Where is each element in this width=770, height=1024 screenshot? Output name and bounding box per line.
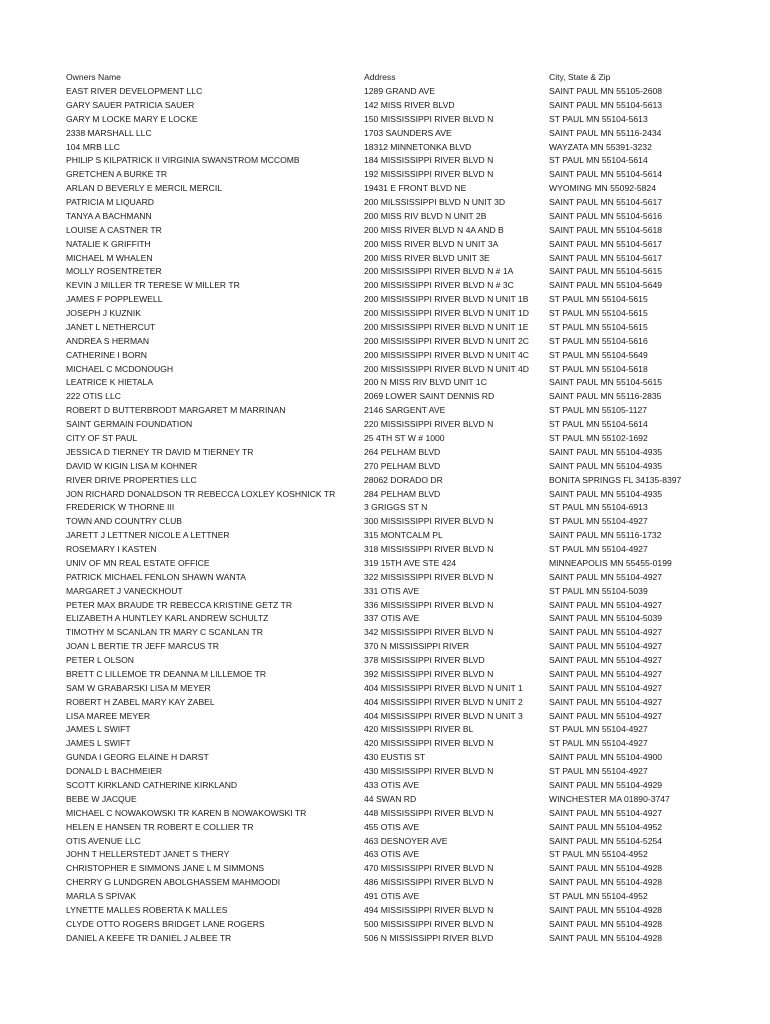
city-state-zip-cell: SAINT PAUL MN 55104-4935 xyxy=(549,460,663,471)
address-cell: 463 OTIS AVE xyxy=(364,849,420,860)
owner-name-cell: ROBERT H ZABEL MARY KAY ZABEL xyxy=(66,696,215,707)
address-cell: 200 MISSISSIPPI RIVER BLVD N UNIT 4C xyxy=(364,349,529,360)
table-row xyxy=(0,306,770,320)
table-row xyxy=(0,514,770,528)
table-row xyxy=(0,417,770,431)
owner-name-cell: BEBE W JACQUE xyxy=(66,793,137,804)
owner-name-cell: DANIEL A KEEFE TR DANIEL J ALBEE TR xyxy=(66,932,232,943)
table-row xyxy=(0,806,770,820)
city-state-zip-cell: ST PAUL MN 55104-5614 xyxy=(549,155,648,166)
owner-name-cell: JESSICA D TIERNEY TR DAVID M TIERNEY TR xyxy=(66,446,254,457)
owner-name-cell: JON RICHARD DONALDSON TR REBECCA LOXLEY KOSHNICK TR xyxy=(66,488,336,499)
city-state-zip-cell: SAINT PAUL MN 55104-4927 xyxy=(549,655,663,666)
owner-name-cell: 222 OTIS LLC xyxy=(66,391,121,402)
address-cell: 200 MISS RIVER BLVD N 4A AND B xyxy=(364,224,504,235)
address-cell: 270 PELHAM BLVD xyxy=(364,460,441,471)
owner-name-cell: NATALIE K GRIFFITH xyxy=(66,238,151,249)
city-state-zip-cell: SAINT PAUL MN 55104-4928 xyxy=(549,932,663,943)
city-state-zip-cell: SAINT PAUL MN 55104-4900 xyxy=(549,752,663,763)
address-cell: 491 OTIS AVE xyxy=(364,891,420,902)
table-row xyxy=(0,598,770,612)
table-row xyxy=(0,542,770,556)
city-state-zip-cell: SAINT PAUL MN 55116-1732 xyxy=(549,530,662,541)
owner-name-cell: ELIZABETH A HUNTLEY KARL ANDREW SCHULTZ xyxy=(66,613,269,624)
owner-name-cell: JAMES L SWIFT xyxy=(66,738,131,749)
address-cell: 200 MISSISSIPPI RIVER BLVD N # 1A xyxy=(364,266,514,277)
owner-name-cell: TANYA A BACHMANN xyxy=(66,210,152,221)
table-row xyxy=(0,875,770,889)
table-row xyxy=(0,847,770,861)
address-cell: 331 OTIS AVE xyxy=(364,585,420,596)
table-row xyxy=(0,792,770,806)
owner-name-cell: PATRICIA M LIQUARD xyxy=(66,197,155,208)
owner-name-cell: GARY M LOCKE MARY E LOCKE xyxy=(66,113,198,124)
table-row xyxy=(0,473,770,487)
address-cell: 284 PELHAM BLVD xyxy=(364,488,441,499)
table-row xyxy=(0,500,770,514)
address-cell: 184 MISSISSIPPI RIVER BLVD N xyxy=(364,155,494,166)
address-cell: 200 MISSISSIPPI RIVER BLVD N UNIT 1E xyxy=(364,321,529,332)
column-header-row xyxy=(0,70,770,84)
table-row xyxy=(0,153,770,167)
table-row xyxy=(0,348,770,362)
table-row xyxy=(0,292,770,306)
address-cell: 150 MISSISSIPPI RIVER BLVD N xyxy=(364,113,494,124)
owner-name-cell: 104 MRB LLC xyxy=(66,141,120,152)
table-row xyxy=(0,820,770,834)
address-cell: 192 MISSISSIPPI RIVER BLVD N xyxy=(364,169,494,180)
table-row xyxy=(0,639,770,653)
address-cell: 18312 MINNETONKA BLVD xyxy=(364,141,472,152)
city-state-zip-cell: ST PAUL MN 55104-5613 xyxy=(549,113,648,124)
address-cell: 494 MISSISSIPPI RIVER BLVD N xyxy=(364,904,494,915)
city-state-zip-cell: ST PAUL MN 55104-5615 xyxy=(549,321,648,332)
address-cell: 1703 SAUNDERS AVE xyxy=(364,127,452,138)
address-cell: 336 MISSISSIPPI RIVER BLVD N xyxy=(364,599,494,610)
owner-name-cell: GUNDA I GEORG ELAINE H DARST xyxy=(66,752,209,763)
table-row xyxy=(0,320,770,334)
table-row xyxy=(0,264,770,278)
address-cell: 264 PELHAM BLVD xyxy=(364,446,441,457)
address-cell: 404 MISSISSIPPI RIVER BLVD N UNIT 3 xyxy=(364,710,523,721)
city-state-zip-cell: SAINT PAUL MN 55104-4952 xyxy=(549,821,663,832)
city-state-zip-cell: MINNEAPOLIS MN 55455-0199 xyxy=(549,557,672,568)
city-state-zip-cell: ST PAUL MN 55104-4927 xyxy=(549,544,648,555)
address-cell: 315 MONTCALM PL xyxy=(364,530,443,541)
table-row xyxy=(0,181,770,195)
city-state-zip-cell: ST PAUL MN 55104-4927 xyxy=(549,516,648,527)
owner-name-cell: ROBERT D BUTTERBRODT MARGARET M MARRINAN xyxy=(66,405,286,416)
table-row xyxy=(0,584,770,598)
owner-name-cell: MICHAEL C NOWAKOWSKI TR KAREN B NOWAKOWSKI TR xyxy=(66,807,307,818)
owner-name-cell: TOWN AND COUNTRY CLUB xyxy=(66,516,183,527)
address-cell: 404 MISSISSIPPI RIVER BLVD N UNIT 1 xyxy=(364,682,523,693)
city-state-zip-cell: SAINT PAUL MN 55104-4929 xyxy=(549,780,663,790)
table-row xyxy=(0,764,770,778)
owner-name-cell: UNIV OF MN REAL ESTATE OFFICE xyxy=(66,557,210,568)
address-cell: 430 EUSTIS ST xyxy=(364,752,426,763)
owner-name-cell: BRETT C LILLEMOE TR DEANNA M LILLEMOE TR xyxy=(66,668,267,679)
table-row xyxy=(0,903,770,917)
table-row xyxy=(0,237,770,251)
city-state-zip-cell: ST PAUL MN 55104-5614 xyxy=(549,419,648,430)
city-state-zip-cell: ST PAUL MN 55104-5649 xyxy=(549,349,648,360)
owner-name-cell: JAMES L SWIFT xyxy=(66,724,131,735)
owner-name-cell: JOSEPH J KUZNIK xyxy=(66,308,141,319)
table-row xyxy=(0,653,770,667)
table-row xyxy=(0,126,770,140)
owner-name-cell: MARGARET J VANECKHOUT xyxy=(66,585,183,596)
table-row xyxy=(0,459,770,473)
address-cell: 500 MISSISSIPPI RIVER BLVD N xyxy=(364,918,494,929)
address-cell: 200 MISS RIV BLVD N UNIT 2B xyxy=(364,210,487,221)
owner-name-cell: TIMOTHY M SCANLAN TR MARY C SCANLAN TR xyxy=(66,627,263,638)
city-state-zip-cell: SAINT PAUL MN 55104-5617 xyxy=(549,197,663,208)
address-cell: 420 MISSISSIPPI RIVER BLVD N xyxy=(364,738,494,749)
owner-name-cell: MOLLY ROSENTRETER xyxy=(66,266,162,277)
address-cell: 200 MISS RIVER BLVD N UNIT 3A xyxy=(364,238,499,249)
owner-name-cell: GARY SAUER PATRICIA SAUER xyxy=(66,99,195,110)
owner-name-cell: JOHN T HELLERSTEDT JANET S THERY xyxy=(66,849,230,860)
owner-name-cell: MICHAEL C MCDONOUGH xyxy=(66,363,174,374)
table-row xyxy=(0,84,770,98)
table-row xyxy=(0,889,770,903)
city-state-zip-header: City, State & Zip xyxy=(549,72,611,82)
city-state-zip-cell: SAINT PAUL MN 55104-4927 xyxy=(549,668,663,679)
table-row xyxy=(0,362,770,376)
table-row xyxy=(0,722,770,736)
owner-name-cell: GRETCHEN A BURKE TR xyxy=(66,169,168,180)
city-state-zip-cell: SAINT PAUL MN 55104-5615 xyxy=(549,266,663,277)
table-row xyxy=(0,98,770,112)
city-state-zip-cell: SAINT PAUL MN 55104-4928 xyxy=(549,904,663,915)
city-state-zip-cell: ST PAUL MN 55104-4927 xyxy=(549,724,648,735)
address-cell: 200 MISSISSIPPI RIVER BLVD N UNIT 1B xyxy=(364,294,529,305)
table-row xyxy=(0,750,770,764)
city-state-zip-cell: SAINT PAUL MN 55105-2608 xyxy=(549,86,663,96)
owner-name-cell: LEATRICE K HIETALA xyxy=(66,377,154,388)
city-state-zip-cell: SAINT PAUL MN 55104-4927 xyxy=(549,696,663,707)
table-row xyxy=(0,611,770,625)
table-row xyxy=(0,778,770,792)
city-state-zip-cell: ST PAUL MN 55104-4927 xyxy=(549,738,648,749)
owner-name-cell: 2338 MARSHALL LLC xyxy=(66,127,152,138)
address-cell: 506 N MISSISSIPPI RIVER BLVD xyxy=(364,932,494,943)
address-cell: 200 MILSSISSIPPI BLVD N UNIT 3D xyxy=(364,197,506,208)
address-cell: 337 OTIS AVE xyxy=(364,613,420,624)
owner-name-cell: KEVIN J MILLER TR TERESE W MILLER TR xyxy=(66,280,240,291)
address-cell: 2146 SARGENT AVE xyxy=(364,405,446,416)
owner-name-cell: JOAN L BERTIE TR JEFF MARCUS TR xyxy=(66,641,219,652)
owner-name-cell: CHERRY G LUNDGREN ABOLGHASSEM MAHMOODI xyxy=(66,877,281,888)
address-cell: 342 MISSISSIPPI RIVER BLVD N xyxy=(364,627,494,638)
owner-name-cell: LOUISE A CASTNER TR xyxy=(66,224,162,235)
city-state-zip-cell: WINCHESTER MA 01890-3747 xyxy=(549,793,670,804)
city-state-zip-cell: SAINT PAUL MN 55104-4935 xyxy=(549,488,663,499)
city-state-zip-cell: SAINT PAUL MN 55104-5616 xyxy=(549,210,663,221)
address-cell: 319 15TH AVE STE 424 xyxy=(364,557,457,568)
city-state-zip-cell: ST PAUL MN 55104-4952 xyxy=(549,891,648,902)
city-state-zip-cell: SAINT PAUL MN 55104-4927 xyxy=(549,627,663,638)
address-cell: 463 DESNOYER AVE xyxy=(364,835,448,846)
city-state-zip-cell: SAINT PAUL MN 55104-4928 xyxy=(549,877,663,888)
address-cell: 200 MISS RIVER BLVD UNIT 3E xyxy=(364,252,490,263)
city-state-zip-cell: SAINT PAUL MN 55104-5617 xyxy=(549,238,663,249)
city-state-zip-cell: SAINT PAUL MN 55104-4927 xyxy=(549,641,663,652)
table-row xyxy=(0,931,770,945)
address-cell: 370 N MISSISSIPPI RIVER xyxy=(364,641,470,652)
owner-name-cell: JARETT J LETTNER NICOLE A LETTNER xyxy=(66,530,230,541)
address-cell: 318 MISSISSIPPI RIVER BLVD N xyxy=(364,544,494,555)
owner-name-cell: ARLAN D BEVERLY E MERCIL MERCIL xyxy=(66,183,223,194)
address-cell: 404 MISSISSIPPI RIVER BLVD N UNIT 2 xyxy=(364,696,523,707)
city-state-zip-cell: SAINT PAUL MN 55104-4927 xyxy=(549,682,663,693)
city-state-zip-cell: ST PAUL MN 55102-1692 xyxy=(549,433,648,443)
address-cell: 28062 DORADO DR xyxy=(364,474,443,485)
address-cell: 200 N MISS RIV BLVD UNIT 1C xyxy=(364,377,487,388)
table-row xyxy=(0,167,770,181)
city-state-zip-cell: SAINT PAUL MN 55104-4927 xyxy=(549,710,663,721)
address-header: Address xyxy=(364,72,396,82)
owner-name-cell: PETER L OLSON xyxy=(66,655,134,666)
city-state-zip-cell: ST PAUL MN 55104-4952 xyxy=(549,849,648,860)
address-cell: 420 MISSISSIPPI RIVER BL xyxy=(364,724,474,735)
table-row xyxy=(0,736,770,750)
owner-name-cell: CHRISTOPHER E SIMMONS JANE L M SIMMONS xyxy=(66,863,265,874)
table-row xyxy=(0,112,770,126)
address-cell: 430 MISSISSIPPI RIVER BLVD N xyxy=(364,766,494,777)
owner-name-cell: ROSEMARY I KASTEN xyxy=(66,544,157,555)
owner-name-cell: SCOTT KIRKLAND CATHERINE KIRKLAND xyxy=(66,780,238,790)
owner-name-cell: JANET L NETHERCUT xyxy=(66,321,156,332)
city-state-zip-cell: SAINT PAUL MN 55104-5617 xyxy=(549,252,663,263)
table-row xyxy=(0,528,770,542)
address-cell: 200 MISSISSIPPI RIVER BLVD N UNIT 1D xyxy=(364,308,529,319)
table-row xyxy=(0,195,770,209)
address-cell: 200 MISSISSIPPI RIVER BLVD N # 3C xyxy=(364,280,514,291)
table-row xyxy=(0,209,770,223)
table-row xyxy=(0,251,770,265)
owner-name-cell: FREDERICK W THORNE III xyxy=(66,502,175,513)
owner-name-cell: CITY OF ST PAUL xyxy=(66,433,138,443)
address-cell: 25 4TH ST W # 1000 xyxy=(364,433,445,443)
city-state-zip-cell: ST PAUL MN 55104-5615 xyxy=(549,308,648,319)
owner-name-cell: LYNETTE MALLES ROBERTA K MALLES xyxy=(66,904,228,915)
city-state-zip-cell: WYOMING MN 55092-5824 xyxy=(549,183,656,194)
owner-name-cell: SAINT GERMAIN FOUNDATION xyxy=(66,419,193,430)
city-state-zip-cell: SAINT PAUL MN 55104-5254 xyxy=(549,835,663,846)
owner-name-cell: CLYDE OTTO ROGERS BRIDGET LANE ROGERS xyxy=(66,918,265,929)
address-cell: 3 GRIGGS ST N xyxy=(364,502,428,513)
address-cell: 2069 LOWER SAINT DENNIS RD xyxy=(364,391,495,402)
owner-name-cell: MARLA S SPIVAK xyxy=(66,891,137,902)
city-state-zip-cell: SAINT PAUL MN 55104-4927 xyxy=(549,571,663,582)
owner-name-cell: CATHERINE I BORN xyxy=(66,349,148,360)
table-row xyxy=(0,570,770,584)
table-row xyxy=(0,681,770,695)
address-cell: 220 MISSISSIPPI RIVER BLVD N xyxy=(364,419,494,430)
city-state-zip-cell: SAINT PAUL MN 55104-4928 xyxy=(549,863,663,874)
owner-name-cell: EAST RIVER DEVELOPMENT LLC xyxy=(66,86,203,96)
city-state-zip-cell: BONITA SPRINGS FL 34135-8397 xyxy=(549,474,682,485)
owner-name-cell: SAM W GRABARSKI LISA M MEYER xyxy=(66,682,211,693)
city-state-zip-cell: SAINT PAUL MN 55116-2835 xyxy=(549,391,662,402)
city-state-zip-cell: SAINT PAUL MN 55104-5613 xyxy=(549,99,663,110)
address-cell: 322 MISSISSIPPI RIVER BLVD N xyxy=(364,571,494,582)
owner-name-cell: RIVER DRIVE PROPERTIES LLC xyxy=(66,474,197,485)
owner-name-cell: JAMES F POPPLEWELL xyxy=(66,294,163,305)
table-row xyxy=(0,709,770,723)
city-state-zip-cell: ST PAUL MN 55104-5618 xyxy=(549,363,648,374)
city-state-zip-cell: SAINT PAUL MN 55104-5614 xyxy=(549,169,663,180)
address-cell: 1289 GRAND AVE xyxy=(364,86,436,96)
city-state-zip-cell: ST PAUL MN 55104-5616 xyxy=(549,335,648,346)
address-cell: 44 SWAN RD xyxy=(364,793,417,804)
city-state-zip-cell: SAINT PAUL MN 55104-5615 xyxy=(549,377,663,388)
address-cell: 433 OTIS AVE xyxy=(364,780,420,790)
city-state-zip-cell: ST PAUL MN 55104-6913 xyxy=(549,502,648,513)
address-cell: 392 MISSISSIPPI RIVER BLVD N xyxy=(364,668,494,679)
city-state-zip-cell: ST PAUL MN 55105-1127 xyxy=(549,405,648,416)
address-cell: 142 MISS RIVER BLVD xyxy=(364,99,455,110)
city-state-zip-cell: WAYZATA MN 55391-3232 xyxy=(549,141,652,152)
table-row xyxy=(0,917,770,931)
table-row xyxy=(0,223,770,237)
city-state-zip-cell: ST PAUL MN 55104-5615 xyxy=(549,294,648,305)
city-state-zip-cell: SAINT PAUL MN 55104-5618 xyxy=(549,224,663,235)
city-state-zip-cell: SAINT PAUL MN 55104-4927 xyxy=(549,807,663,818)
table-row xyxy=(0,861,770,875)
owner-name-cell: PETER MAX BRAUDE TR REBECCA KRISTINE GETZ TR xyxy=(66,599,293,610)
address-cell: 455 OTIS AVE xyxy=(364,821,420,832)
table-row xyxy=(0,556,770,570)
table-row xyxy=(0,667,770,681)
city-state-zip-cell: SAINT PAUL MN 55104-4927 xyxy=(549,599,663,610)
city-state-zip-cell: ST PAUL MN 55104-5039 xyxy=(549,585,648,596)
address-cell: 448 MISSISSIPPI RIVER BLVD N xyxy=(364,807,494,818)
address-cell: 378 MISSISSIPPI RIVER BLVD xyxy=(364,655,485,666)
table-row xyxy=(0,140,770,154)
table-row xyxy=(0,431,770,445)
owner-name-cell: DAVID W KIGIN LISA M KOHNER xyxy=(66,460,198,471)
city-state-zip-cell: ST PAUL MN 55104-4927 xyxy=(549,766,648,777)
city-state-zip-cell: SAINT PAUL MN 55104-5039 xyxy=(549,613,663,624)
owner-name-cell: ANDREA S HERMAN xyxy=(66,335,150,346)
table-row xyxy=(0,695,770,709)
table-row xyxy=(0,834,770,848)
table-row xyxy=(0,375,770,389)
owner-name-header: Owners Name xyxy=(66,72,121,82)
table-row xyxy=(0,389,770,403)
table-row xyxy=(0,625,770,639)
address-cell: 300 MISSISSIPPI RIVER BLVD N xyxy=(364,516,494,527)
table-row xyxy=(0,403,770,417)
address-cell: 200 MISSISSIPPI RIVER BLVD N UNIT 4D xyxy=(364,363,529,374)
owner-name-cell: PHILIP S KILPATRICK II VIRGINIA SWANSTROM MCCOMB xyxy=(66,155,300,166)
table-row xyxy=(0,278,770,292)
owner-name-cell: OTIS AVENUE LLC xyxy=(66,835,141,846)
owner-name-cell: MICHAEL M WHALEN xyxy=(66,252,153,263)
address-cell: 470 MISSISSIPPI RIVER BLVD N xyxy=(364,863,494,874)
table-row xyxy=(0,487,770,501)
table-row xyxy=(0,334,770,348)
table-row xyxy=(0,445,770,459)
owner-name-cell: LISA MAREE MEYER xyxy=(66,710,151,721)
address-cell: 200 MISSISSIPPI RIVER BLVD N UNIT 2C xyxy=(364,335,529,346)
address-cell: 19431 E FRONT BLVD NE xyxy=(364,183,467,194)
owner-name-cell: HELEN E HANSEN TR ROBERT E COLLIER TR xyxy=(66,821,254,832)
city-state-zip-cell: SAINT PAUL MN 55104-4935 xyxy=(549,446,663,457)
owner-name-cell: PATRICK MICHAEL FENLON SHAWN WANTA xyxy=(66,571,247,582)
city-state-zip-cell: SAINT PAUL MN 55104-5649 xyxy=(549,280,663,291)
city-state-zip-cell: SAINT PAUL MN 55116-2434 xyxy=(549,127,662,138)
address-cell: 486 MISSISSIPPI RIVER BLVD N xyxy=(364,877,494,888)
city-state-zip-cell: SAINT PAUL MN 55104-4928 xyxy=(549,918,663,929)
owner-name-cell: DONALD L BACHMEIER xyxy=(66,766,163,777)
